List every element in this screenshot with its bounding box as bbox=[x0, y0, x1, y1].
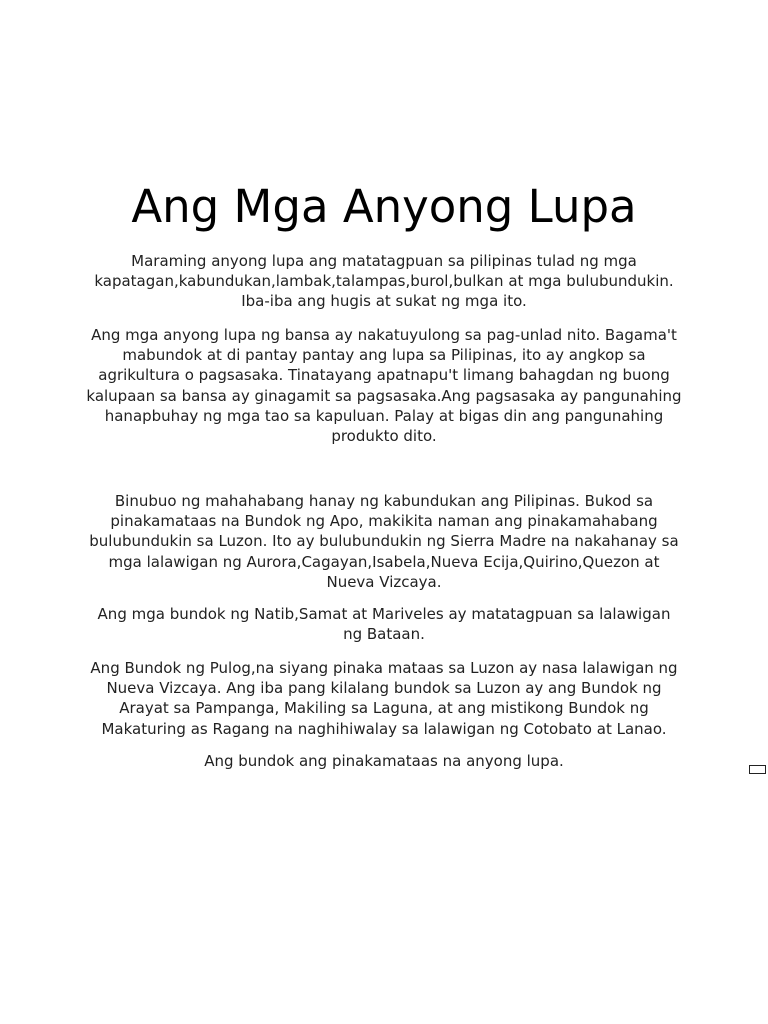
page-marker-box bbox=[749, 765, 766, 774]
paragraph-3 bbox=[86, 491, 682, 592]
document-title: Ang Mga Anyong Lupa bbox=[131, 180, 637, 233]
paragraph-text: Ang Bundok ng Pulog,na siyang pinaka mataas sa Luzon ay nasa lalawigan ng Nueva Vizcaya. Ang iba pang kilalang bundok sa Luzon ay ang Bundok ng Arayat sa Pampanga, Makiling sa Laguna, at ang mistikong Bundok ng Makaturing as Ragang na naghihiwalay sa lalawigan ng Cotobato at Lanao. bbox=[90, 659, 678, 738]
paragraph-text: Ang mga anyong lupa ng bansa ay nakatuyulong sa pag-unlad nito. Bagama't mabundok at di pantay pantay ang lupa sa Pilipinas, ito ay angkop sa agrikultura o pagsasaka. Tinatayang apatnapu't limang bahagdan ng buong kalupaan sa bansa ay ginagamit sa pagsasaka.Ang pagsasaka ay pangunahing hanapbuhay ng mga tao sa kapuluan. Palay at bigas din ang pangunahing produkto dito. bbox=[86, 326, 682, 446]
paragraph-text: Binubuo ng mahahabang hanay ng kabundukan ang Pilipinas. Bukod sa pinakamataas na Bundok ng Apo, makikita naman ang pinakamahabang bulubundukin sa Luzon. Ito ay bulubundukin ng Sierra Madre na nakahanay sa mga lalawigan ng Aurora,Cagayan,Isabela,Nueva Ecija,Quirino,Quezon at Nueva Vizcaya. bbox=[89, 492, 679, 591]
paragraph-text: Ang bundok ang pinakamataas na anyong lupa. bbox=[204, 752, 564, 770]
paragraph-6 bbox=[86, 751, 682, 771]
paragraph-text: Maraming anyong lupa ang matatagpuan sa pilipinas tulad ng mga kapatagan,kabundukan,lambak,talampas,burol,bulkan at mga bulubundukin. Iba-iba ang hugis at sukat ng mga ito. bbox=[94, 252, 674, 311]
paragraph-4 bbox=[86, 604, 682, 644]
paragraph-5 bbox=[86, 658, 682, 739]
paragraph-1 bbox=[86, 251, 682, 312]
paragraph-2 bbox=[86, 325, 682, 446]
paragraph-text: Ang mga bundok ng Natib,Samat at Mariveles ay matatagpuan sa lalawigan ng Bataan. bbox=[97, 605, 671, 644]
